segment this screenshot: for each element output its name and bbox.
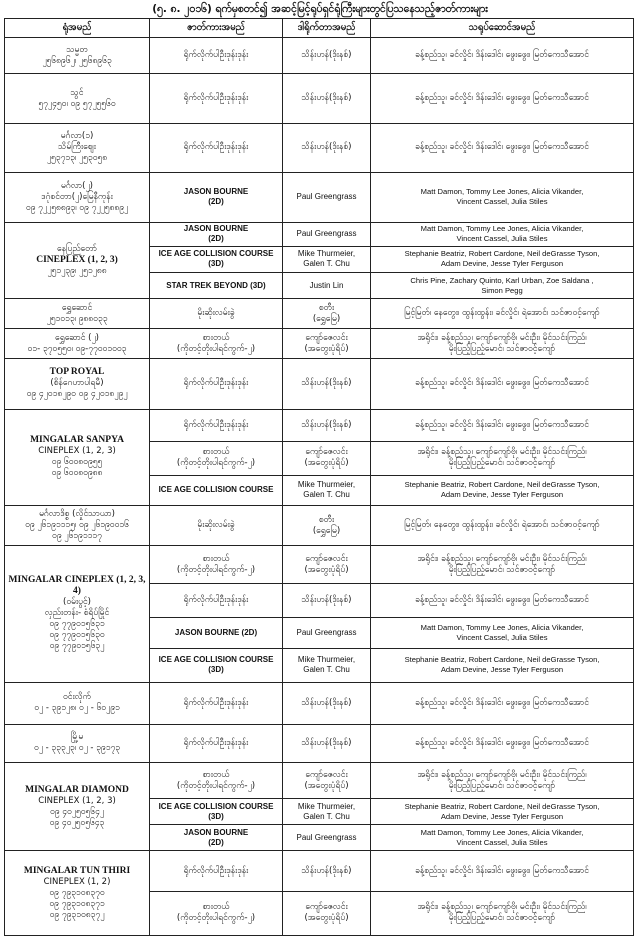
cinema-cell (5, 409, 150, 505)
text-line: သိန်းဟန်(ဒိုးနစ်) (301, 378, 352, 389)
cinema-name-line: ၀၁- ၃၇၀၅၅၀၊ ၀၉-၇၇၀၀၁၀၀၃ (27, 343, 127, 354)
text-line: ရိုက်လိုက်ပါဦးဒုန်းဒုန်း (183, 865, 249, 876)
cinema-name-line: ၂၅၆၈၉၆၂၊ ၂၅၆၈၉၆၃ (42, 55, 112, 66)
cinema-name-line: မြို့မ (70, 732, 84, 743)
table-row (5, 763, 634, 799)
table-row (5, 851, 634, 891)
text-line: Paul Greengrass (296, 229, 357, 239)
cinema-name-line: ရွှေဆောင် (၂) (55, 332, 99, 343)
cast-cell (371, 441, 634, 475)
text-line: JASON BOURNE (183, 187, 249, 197)
table-row (5, 682, 634, 724)
text-line: Matt Damon, Tommy Lee Jones, Alicia Vikander, (420, 827, 584, 837)
text-line: Paul Greengrass (296, 832, 357, 842)
text-line: ရိုက်လိုက်ပါဦးဒုန်းဒုန်း (183, 93, 249, 104)
movie-title-cell (150, 299, 283, 329)
director-cell (283, 584, 371, 618)
cinema-name: MINGALAR CINEPLEX (1, 2, 3, 4) (8, 575, 146, 597)
text-line: (အတွေးပုံရိပ်) (304, 780, 349, 791)
movie-title-cell (150, 505, 283, 545)
movie-title-cell (150, 546, 283, 584)
text-line: (ရွှေမြေ) (312, 313, 341, 324)
cast-cell (371, 359, 634, 409)
text-line: ရိုက်လိုက်ပါဦးဒုန်းဒုန်း (183, 50, 249, 61)
text-line: Stephanie Beatriz, Robert Cardone, Neil deGrasse Tyson, (404, 801, 600, 811)
movie-title-cell (150, 409, 283, 441)
text-line: ရိုက်လိုက်ပါဦးဒုန်းဒုန်း (183, 697, 249, 708)
text-line: (2D) (208, 197, 224, 207)
text-line: ရိုက်လိုက်ပါဦးဒုန်းဒုန်း (183, 142, 249, 153)
text-line: မြင့်မြတ်၊ နေတွေး၊ ထွန်းထွန်း၊ ခင်လှိုင်၊ ရဲအောင်၊ သင်ဇာဝင့်ကျော် (404, 520, 600, 531)
cast-cell (371, 763, 634, 799)
cinema-detail-line: CINEPLEX (1, 2, 3) (38, 446, 116, 457)
text-line: စားတယ် (202, 332, 230, 343)
movie-title-cell (150, 273, 283, 299)
text-line: Galen T. Chu (303, 665, 350, 675)
director-cell (283, 724, 371, 762)
cast-cell (371, 246, 634, 272)
cinema-name: MINGALAR DIAMOND (25, 784, 129, 795)
text-line: မိုးပြည့်ပြည့်မောင်၊ သင်ဇာဝင့်ကျော် (448, 564, 556, 575)
text-line: Vincent Cassel, Julia Stiles (456, 837, 548, 847)
movie-title-cell (150, 246, 283, 272)
movie-title-cell (150, 891, 283, 935)
text-line: Mike Thurmeier, (297, 480, 356, 490)
cast-cell (371, 299, 634, 329)
cinema-name-line: မင်္ဂလာ(၂) (61, 180, 93, 191)
text-line: ခန့်စည်သူ၊ ခင်လှိုင်၊ ဒိန်းဒေါင်၊ ဖွေးဖွေး၊ မြတ်ကေသီအောင် (415, 419, 589, 430)
movie-title-cell (150, 475, 283, 505)
director-cell (283, 38, 371, 74)
movie-title-cell (150, 172, 283, 222)
text-line: စားတယ် (202, 769, 230, 780)
cinema-name-line: ၂၅၁၀၁၃၊ ၉၈၈၀၃၃ (46, 313, 108, 324)
director-cell (283, 799, 371, 825)
movie-title-cell (150, 648, 283, 682)
cinema-detail-line: ၀၉ ၇၇၉၀၁၅၆၃၂ (49, 641, 105, 652)
text-line: မိုးပြည့်ပြည့်မောင်၊ သင်ဇာဝင့်ကျော် (448, 913, 556, 924)
director-cell (283, 891, 371, 935)
cinema-cell (5, 763, 150, 851)
text-line: (ကိုတင့်တိုးပါရင်ကွက်-၂) (176, 780, 256, 791)
text-line: စားတယ် (202, 447, 230, 458)
movie-title-cell (150, 851, 283, 891)
text-line: ICE AGE COLLISION COURSE (158, 249, 274, 259)
cast-cell (371, 724, 634, 762)
movie-title-cell (150, 724, 283, 762)
text-line: သိန်းဟန်(ဒိုးနစ်) (301, 419, 352, 430)
cast-cell (371, 505, 634, 545)
table-row (5, 329, 634, 359)
text-line: သိန်းဟန်(ဒိုးနစ်) (301, 595, 352, 606)
cast-cell (371, 682, 634, 724)
cinema-detail-line: ၀၉ ၇၉၃၁၀၈၃၇၂ (49, 909, 105, 920)
text-line: ခန့်စည်သူ၊ ခင်လှိုင်၊ ဒိန်းဒေါင်၊ ဖွေးဖွေး၊ မြတ်ကေသီအောင် (415, 50, 589, 61)
text-line: Galen T. Chu (303, 811, 350, 821)
cinema-detail-line: CINEPLEX (1, 2, 3) (38, 795, 116, 806)
table-row (5, 172, 634, 222)
text-line: ရိုက်လိုက်ပါဦးဒုန်းဒုန်း (183, 378, 249, 389)
text-line: အရိုင်း၊ ခန့်စည်သူ၊ ကျော်ကျော်ဗို၊ မင်းဦး၊ မိုင်သင်းကြည်၊ (417, 332, 587, 343)
cinema-cell (5, 299, 150, 329)
text-line: Mike Thurmeier, (297, 655, 356, 665)
text-line: (2D) (208, 234, 224, 244)
text-line: ကျော်ဇေလင်း (305, 332, 348, 343)
cinema-name-line: ၀၉ ၂၆၁၉၁၁၁၇ (52, 531, 102, 542)
cinema-cell (5, 172, 150, 222)
text-line: Paul Greengrass (296, 192, 357, 202)
text-line: Mike Thurmeier, (297, 801, 356, 811)
text-line: ရိုက်လိုက်ပါဦးဒုန်းဒုန်း (183, 737, 249, 748)
cinema-detail-line: ၀၉ ၇၉၃၁၀၈၃၇၁ (49, 898, 105, 909)
cast-cell (371, 329, 634, 359)
text-line: သိန်းဟန်(ဒိုးနစ်) (301, 93, 352, 104)
director-cell (283, 359, 371, 409)
director-cell (283, 682, 371, 724)
movie-title-cell (150, 124, 283, 172)
text-line: မိုးပြည့်ပြည့်မောင်၊ သင်ဇာဝင့်ကျော် (448, 343, 556, 354)
text-line: မြင့်မြတ်၊ နေတွေး၊ ထွန်းထွန်း၊ ခင်လှိုင်၊ ရဲအောင်၊ သင်ဇာဝင့်ကျော် (404, 308, 600, 319)
text-line: ကျော်ဇေလင်း (305, 447, 348, 458)
text-line: အရိုင်း၊ ခန့်စည်သူ၊ ကျော်ကျော်ဗို၊ မင်းဦး၊ မိုင်သင်းကြည်၊ (417, 447, 587, 458)
text-line: ICE AGE COLLISION COURSE (158, 485, 274, 495)
cinema-detail-line: ၀၉ ၄၀၂၅၀၅၆၄၂ (49, 806, 105, 817)
text-line: (ရွှေမြေ) (312, 525, 341, 536)
cinema-name-line: ၀၉ ၇၂၂၅၈၈၉၃၊ ၀၉ ၇၂၂၅၈၈၉၂ (25, 202, 129, 213)
cast-cell (371, 648, 634, 682)
cinema-name-line: မင်္ဂလာဒိစ္စ (လှိုင်သာယာ) (39, 509, 115, 520)
text-line: ရိုက်လိုက်ပါဦးဒုန်းဒုန်း (183, 595, 249, 606)
text-line: (ကိုတင့်တိုးပါရင်ကွက်-၂) (176, 913, 256, 924)
text-line: JASON BOURNE (183, 827, 249, 837)
header-cast: သရုပ်ဆောင်အမည် (371, 19, 634, 38)
cinema-cell (5, 682, 150, 724)
text-line: ခန့်စည်သူ၊ ခင်လှိုင်၊ ဒိန်းဒေါင်၊ ဖွေးဖွေး၊ မြတ်ကေသီအောင် (415, 737, 589, 748)
text-line: Paul Greengrass (296, 628, 357, 638)
cast-cell (371, 546, 634, 584)
cinema-cell (5, 724, 150, 762)
text-line: STAR TREK BEYOND (3D) (166, 280, 266, 290)
cinema-name-line: သွင် (70, 87, 84, 98)
text-line: သိန်းဟန်(ဒိုးနစ်) (301, 737, 352, 748)
text-line: စားတယ် (202, 553, 230, 564)
table-row (5, 74, 634, 124)
text-line: ကျော်ဇေလင်း (305, 769, 348, 780)
cast-cell (371, 409, 634, 441)
text-line: အရိုင်း၊ ခန့်စည်သူ၊ ကျော်ကျော်ဗို၊ မင်းဦး၊ မိုင်သင်းကြည်၊ (417, 553, 587, 564)
text-line: (အတွေးပုံရိပ်) (304, 564, 349, 575)
movie-title-cell (150, 441, 283, 475)
movie-title-cell (150, 682, 283, 724)
text-line: (3D) (208, 811, 224, 821)
cinema-cell (5, 359, 150, 409)
text-line: (အတွေးပုံရိပ်) (304, 343, 349, 354)
text-line: ကျော်ဇေလင်း (305, 902, 348, 913)
director-cell (283, 172, 371, 222)
text-line: သိန်းဟန်(ဒိုးနစ်) (301, 50, 352, 61)
cinema-detail-line: ၂၅၁၂၃၉၊ ၂၅၁၂၈၈ (47, 265, 107, 276)
movie-title-cell (150, 618, 283, 648)
cinema-cell (5, 124, 150, 172)
director-cell (283, 825, 371, 851)
director-cell (283, 505, 371, 545)
text-line: Mike Thurmeier, (297, 249, 356, 259)
text-line: Vincent Cassel, Julia Stiles (456, 197, 548, 207)
cinema-cell (5, 505, 150, 545)
movie-title-cell (150, 763, 283, 799)
movie-title-cell (150, 584, 283, 618)
cinema-name-line: နေပြည်တော် (57, 243, 97, 254)
table-row (5, 359, 634, 409)
text-line: (အတွေးပုံရိပ်) (304, 458, 349, 469)
text-line: Vincent Cassel, Julia Stiles (456, 234, 548, 244)
movie-title-cell (150, 38, 283, 74)
cast-cell (371, 618, 634, 648)
text-line: ခန့်စည်သူ၊ ခင်လှိုင်၊ ဒိန်းဒေါင်၊ ဖွေးဖွေး၊ မြတ်ကေသီအောင် (415, 93, 589, 104)
cinema-detail-line: (ဝမ်းပွင့်) (63, 597, 91, 608)
director-cell (283, 763, 371, 799)
text-line: Matt Damon, Tommy Lee Jones, Alicia Vikander, (420, 187, 584, 197)
cinema-name-line: သမ္မတ (66, 44, 88, 55)
movie-title-cell (150, 359, 283, 409)
director-cell (283, 74, 371, 124)
director-cell (283, 409, 371, 441)
text-line: (ကိုတင့်တိုးပါရင်ကွက်-၂) (176, 343, 256, 354)
text-line: Matt Damon, Tommy Lee Jones, Alicia Vikander, (420, 224, 584, 234)
text-line: Vincent Cassel, Julia Stiles (456, 633, 548, 643)
text-line: သိန်းဟန်(ဒိုးနစ်) (301, 697, 352, 708)
table-row (5, 38, 634, 74)
text-line: Matt Damon, Tommy Lee Jones, Alicia Vikander, (420, 623, 584, 633)
text-line: (3D) (208, 665, 224, 675)
cinema-name: MINGALAR TUN THIRI (23, 865, 131, 876)
cast-cell (371, 475, 634, 505)
director-cell (283, 475, 371, 505)
text-line: Adam Devine, Jesse Tyler Ferguson (440, 811, 564, 821)
cast-cell (371, 38, 634, 74)
cast-cell (371, 799, 634, 825)
cast-cell (371, 222, 634, 246)
text-line: ရိုက်လိုက်ပါဦးဒုန်းဒုန်း (183, 419, 249, 430)
cinema-detail-line: ၀၉ ၄၂၀၁၈၂၉၀ ၀၉ ၄၂၀၁၈၂၉၂ (26, 389, 128, 400)
director-cell (283, 299, 371, 329)
text-line: အရိုင်း၊ ခန့်စည်သူ၊ ကျော်ကျော်ဗို၊ မင်းဦး၊ မိုင်သင်းကြည်၊ (417, 769, 587, 780)
director-cell (283, 441, 371, 475)
text-line: JASON BOURNE (183, 224, 249, 234)
movie-title-cell (150, 799, 283, 825)
director-cell (283, 222, 371, 246)
text-line: ICE AGE COLLISION COURSE (158, 655, 274, 665)
text-line: Justin Lin (309, 280, 344, 290)
cast-cell (371, 172, 634, 222)
table-row (5, 724, 634, 762)
cinema-detail-line: ၀၉ ၄၀၂၅၀၅၆၄၃ (49, 817, 105, 828)
cinema-name-line: ၂၅၃၇၁၃၊ ၂၅၃၀၅၈ (46, 153, 108, 164)
schedule-body (5, 38, 634, 936)
text-line: မိုးပြည့်ပြည့်မောင်၊ သင်ဇာဝင့်ကျော် (448, 780, 556, 791)
cinema-detail-line: CINEPLEX (1, 2) (43, 876, 111, 887)
text-line: စတီး (318, 514, 335, 525)
cast-cell (371, 74, 634, 124)
director-cell (283, 851, 371, 891)
table-row (5, 299, 634, 329)
text-line: မိုးဆိုးလမ်းခွဲ (197, 308, 235, 319)
text-line: (ကိုတင့်တိုးပါရင်ကွက်-၂) (176, 564, 256, 575)
cinema-name-line: ၀၂ - ၃၉၁၂၈၊ ၀၂ - ၆၀၂၉၁ (34, 703, 120, 714)
movie-title-cell (150, 825, 283, 851)
cinema-name: MINGALAR SANPYA (30, 435, 124, 446)
text-line: Stephanie Beatriz, Robert Cardone, Neil deGrasse Tyson, (404, 655, 600, 665)
text-line: Galen T. Chu (303, 490, 350, 500)
director-cell (283, 246, 371, 272)
text-line: Stephanie Beatriz, Robert Cardone, Neil deGrasse Tyson, (404, 249, 600, 259)
text-line: ခန့်စည်သူ၊ ခင်လှိုင်၊ ဒိန်းဒေါင်၊ ဖွေးဖွေး၊ မြတ်ကေသီအောင် (415, 378, 589, 389)
cinema-cell (5, 329, 150, 359)
cinema-name-line: ရွှေဆောင် (61, 302, 93, 313)
cast-cell (371, 584, 634, 618)
cinema-cell (5, 38, 150, 74)
text-line: ကျော်ဇေလင်း (305, 553, 348, 564)
cinema-name-line: သိမ်ကြီးဈေး (58, 142, 96, 153)
table-row (5, 409, 634, 441)
cinema-cell (5, 222, 150, 298)
cast-cell (371, 825, 634, 851)
text-line: ICE AGE COLLISION COURSE (158, 801, 274, 811)
cinema-detail-line: (စိန်ဂေဟာပါရမီ) (50, 378, 104, 389)
text-line: JASON BOURNE (2D) (174, 628, 258, 638)
text-line: စားတယ် (202, 902, 230, 913)
text-line: Adam Devine, Jesse Tyler Ferguson (440, 259, 564, 269)
text-line: မိုးပြည့်ပြည့်မောင်၊ သင်ဇာဝင့်ကျော် (448, 458, 556, 469)
cinema-detail-line: ၀၉ ၇၉၃၁၀၈၃၇၀ (49, 887, 105, 898)
cinema-cell (5, 546, 150, 683)
movie-title-cell (150, 329, 283, 359)
header-movie: ဇာတ်ကားအမည် (150, 19, 283, 38)
text-line: မိုးဆိုးလမ်းခွဲ (197, 520, 235, 531)
cinema-name-line: မင်္ဂလာ(၁) (60, 131, 94, 142)
text-line: Adam Devine, Jesse Tyler Ferguson (440, 490, 564, 500)
table-row (5, 124, 634, 172)
table-row (5, 505, 634, 545)
text-line: ခန့်စည်သူ၊ ခင်လှိုင်၊ ဒိန်းဒေါင်၊ ဖွေးဖွေး၊ မြတ်ကေသီအောင် (415, 697, 589, 708)
text-line: (ကိုတင့်တိုးပါရင်ကွက်-၂) (176, 458, 256, 469)
movie-title-cell (150, 222, 283, 246)
schedule-table (4, 18, 634, 936)
text-line: Chris Pine, Zachary Quinto, Karl Urban, Zoe Saldana , (410, 275, 594, 285)
text-line: Adam Devine, Jesse Tyler Ferguson (440, 665, 564, 675)
header-cinema: ရုံအမည် (5, 19, 150, 38)
movie-title-cell (150, 74, 283, 124)
text-line: အရိုင်း၊ ခန့်စည်သူ၊ ကျော်ကျော်ဗို၊ မင်းဦး၊ မိုင်သင်းကြည်၊ (417, 902, 587, 913)
text-line: Simon Pegg (481, 285, 523, 295)
cinema-name: TOP ROYAL (49, 367, 105, 378)
page-title: (၅. ၈. ၂၀၁၆) ရက်မှစတင်၍ အဆင့်မြင့်ရုပ်ရှင်ရုံကြီးများတွင်ပြသနေသည့်ဇာတ်ကားများ (152, 3, 488, 15)
header-director: ဒါရိုက်တာအမည် (283, 19, 371, 38)
cinema-detail-line: ၀၉ ၆၀၀၈၀၉၈၈ (51, 468, 103, 479)
text-line: ခန့်စည်သူ၊ ခင်လှိုင်၊ ဒိန်းဒေါင်၊ ဖွေးဖွေး၊ မြတ်ကေသီအောင် (415, 865, 589, 876)
text-line: ခန့်စည်သူ၊ ခင်လှိုင်၊ ဒိန်းဒေါင်၊ ဖွေးဖွေး၊ မြတ်ကေသီအောင် (415, 595, 589, 606)
text-line: (အတွေးပုံရိပ်) (304, 913, 349, 924)
director-cell (283, 124, 371, 172)
cinema-name: CINEPLEX (1, 2, 3) (36, 254, 118, 265)
cinema-name-line: ဝင်းလိုက် (63, 692, 91, 703)
cinema-detail-line: ၀၉ ၇၇၉၀၁၅၆၃၀ (49, 630, 105, 641)
cinema-cell (5, 851, 150, 936)
cinema-name-line: ၀၂ - ၃၃၃၂၃၊ ၀၂ - ၃၉၁၇၃ (33, 743, 121, 754)
director-cell (283, 648, 371, 682)
text-line: သိန်းဟန်(ဒိုးနစ်) (301, 865, 352, 876)
table-row (5, 546, 634, 584)
cast-cell (371, 273, 634, 299)
table-row (5, 222, 634, 246)
cinema-detail-line: ၀၉ ၇၇၉၀၁၅၆၃၁ (49, 619, 105, 630)
cinema-cell (5, 74, 150, 124)
text-line: စတီး (318, 302, 335, 313)
text-line: သိန်းဟန်(ဒိုးနစ်) (301, 142, 352, 153)
cinema-detail-line: ၀၉ ၆၀၀၈၀၉၅၅ (51, 457, 103, 468)
text-line: Galen T. Chu (303, 259, 350, 269)
director-cell (283, 618, 371, 648)
text-line: (3D) (208, 259, 224, 269)
text-line: Stephanie Beatriz, Robert Cardone, Neil deGrasse Tyson, (404, 480, 600, 490)
text-line: ခန့်စည်သူ၊ ခင်လှိုင်၊ ဒိန်းဒေါင်၊ ဖွေးဖွေး၊ မြတ်ကေသီအောင် (415, 142, 589, 153)
cinema-name-line: ဒဂုံစင်တာ(၂)မြေနီကုန်း (41, 191, 113, 202)
director-cell (283, 273, 371, 299)
cinema-detail-line: လှည်းတန်း- စံရိပ်မြိုင် (44, 608, 110, 619)
cast-cell (371, 851, 634, 891)
cinema-name-line: ၅၇၂၄၅၀၊ ၀၉ ၅၇၂၅၅၆၀ (38, 98, 116, 109)
cast-cell (371, 891, 634, 935)
table-header-row (5, 19, 634, 38)
cast-cell (371, 124, 634, 172)
cinema-name-line: ၀၉ ၂၆၁၉၁၁၁၅၊ ၀၉ ၂၆၁၉၀၀၁၆ (25, 520, 129, 531)
director-cell (283, 546, 371, 584)
text-line: (2D) (208, 837, 224, 847)
director-cell (283, 329, 371, 359)
